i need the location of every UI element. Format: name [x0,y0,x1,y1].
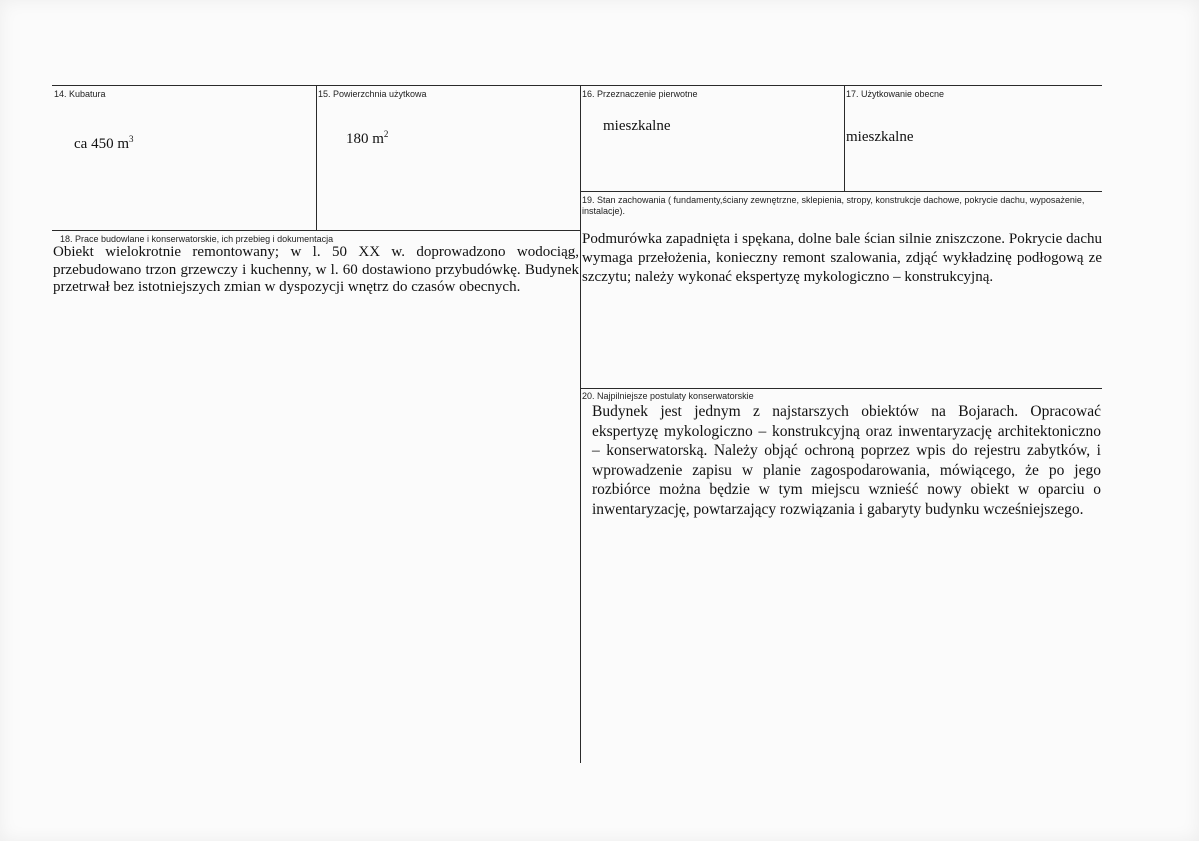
stan-zachowania-label: 19. Stan zachowania ( fundamenty,ściany zewnętrzne, sklepienia, stropy, konstrukcje dachowe, pokrycie dachu, wyposażenie, instalacje). [582,195,1085,216]
postulaty-text: Budynek jest jednym z najstarszych obiektów na Bojarach. Opracować ekspertyzę mykologiczno – konstrukcyjną oraz inwentaryzację architektoniczno – konserwatorską. Należy objąć ochroną poprzez wpis do rejestru zabytków, i wprowadzenie zapisu w planie zagospodarowania, mówiącego, że po jego rozbiórce można będzie w tym miejscu wznieść nowy obiekt w oparciu o inwentaryzację, powtarzający rozwiązania i gabaryty budynku wcześniejszego. [592,403,1101,518]
uzytkowanie-label: 17. Użytkowanie obecne [846,89,945,99]
stan-zachowania-text: Podmurówka zapadnięta i spękana, dolne bale ścian silnie zniszczone. Pokrycie dachu wymaga przełożenia, konieczny remont szalowania, zdjąć wykładzinę podłogową ze szczytu; należy wykonać ekspertyzę mykologiczno – konstrukcyjną. [582,231,1102,285]
rule-under-14-15 [52,230,580,231]
powierzchnia-unit-exponent: 2 [383,129,389,139]
powierzchnia-number: 180 m [346,131,384,147]
kubatura-number: ca 450 m [74,136,129,152]
prace-budowlane-label: 18. Prace budowlane i konserwatorskie, ich przebieg i dokumentacja [60,234,334,244]
rule-under-17 [580,191,1102,192]
przeznaczenie-value: mieszkalne [603,118,671,134]
uzytkowanie-value: mieszkalne [846,129,914,145]
postulaty-label: 20. Najpilniejsze postulaty konserwatorskie [582,391,754,401]
top-rule [52,85,1102,86]
powierzchnia-label: 15. Powierzchnia użytkowa [318,89,427,99]
kubatura-unit-exponent: 3 [128,134,134,144]
rule-above-20 [580,388,1102,389]
kubatura-label: 14. Kubatura [54,89,106,99]
kubatura-value [74,136,133,153]
center-divider [580,85,581,763]
powierzchnia-value [346,131,388,148]
divider-14-15 [316,85,317,230]
prace-budowlane-text: Obiekt wielokrotnie remontowany; w l. 50 XX w. doprowadzono wodociąg, przebudowano trzon grzewczy i kuchenny, w l. 60 dostawiono przybudówkę. Budynek przetrwał bez istotniejszych zmian w dyspozycji wnętrz do czasów obecnych. [53,244,579,295]
divider-16-17 [844,85,845,191]
przeznaczenie-label: 16. Przeznaczenie pierwotne [582,89,698,99]
